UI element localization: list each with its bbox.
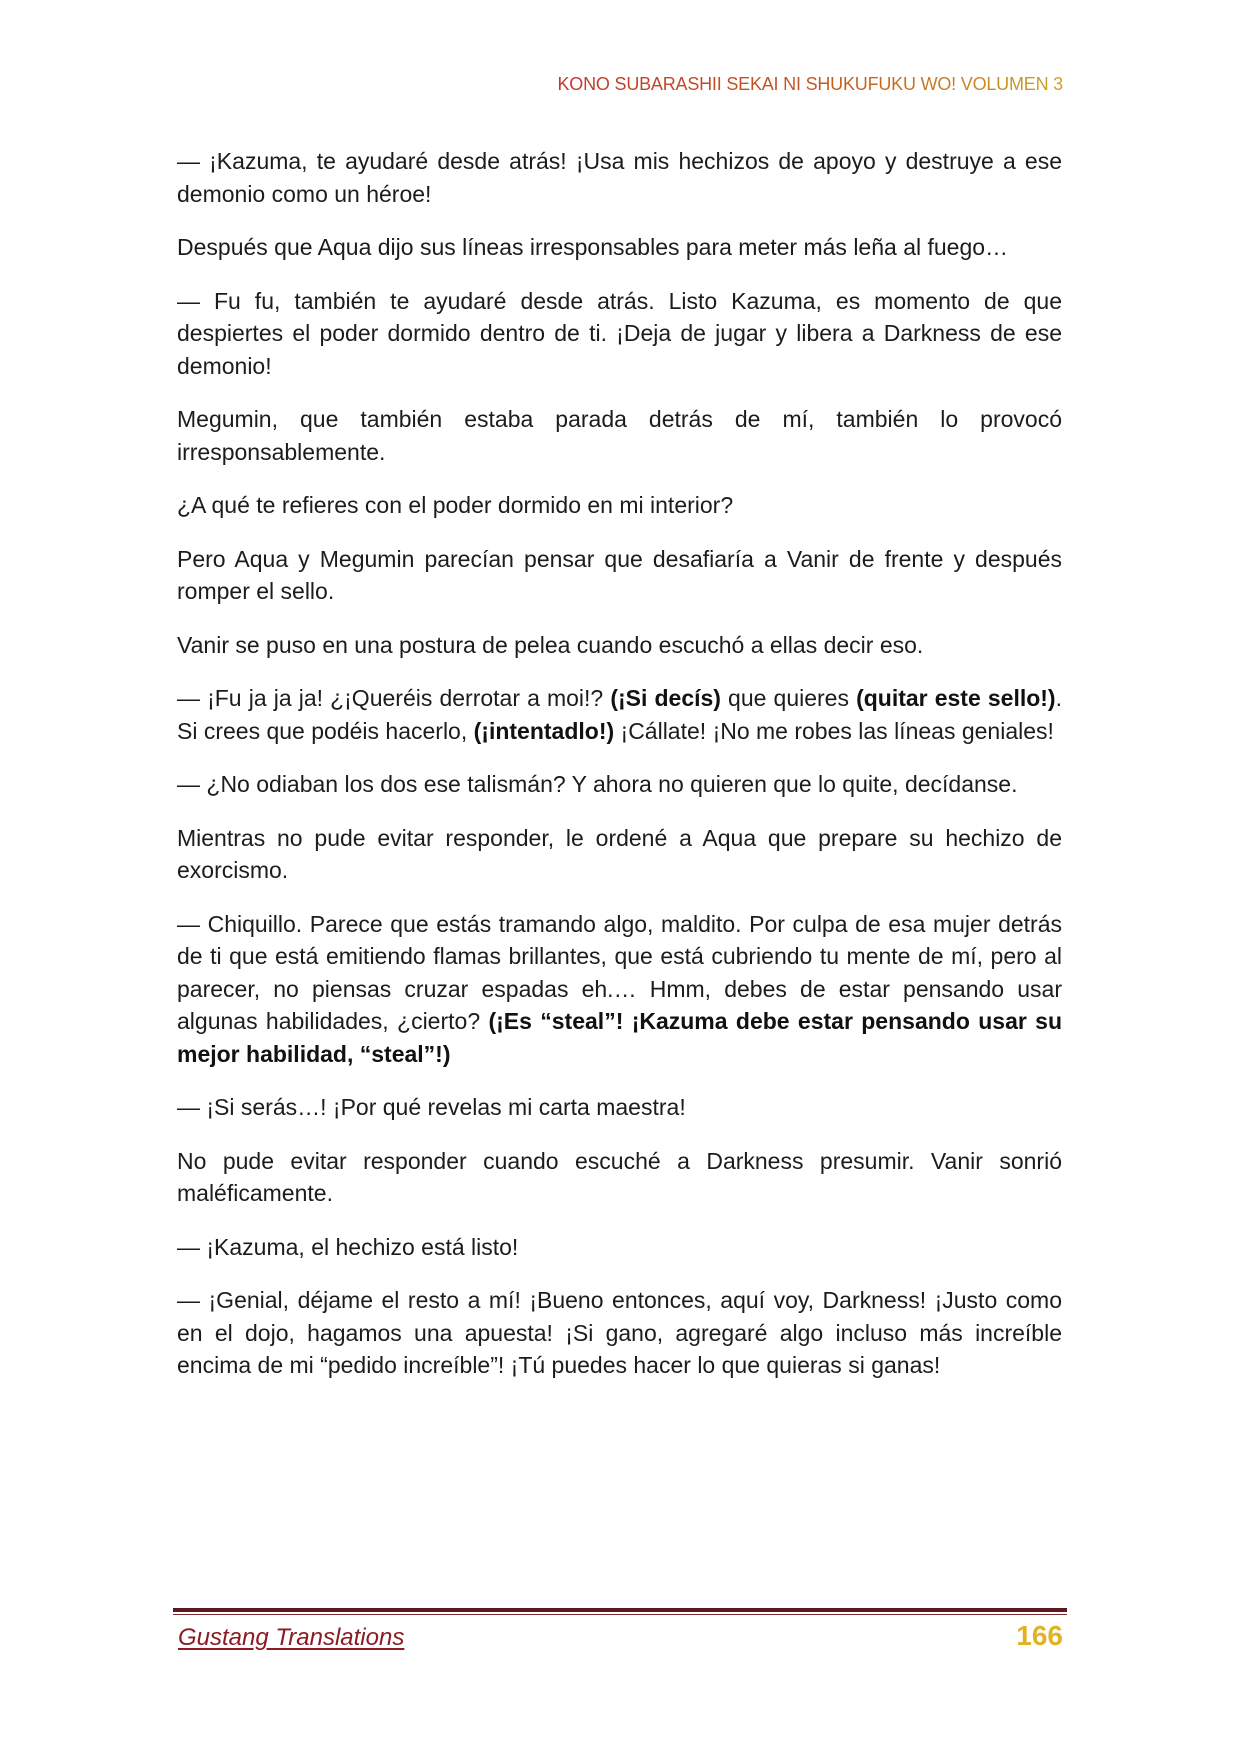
text-segment: que quieres	[720, 685, 857, 711]
paragraph	[177, 489, 1062, 522]
text-segment: — ¡Kazuma, te ayudaré desde atrás! ¡Usa mis hechizos de apoyo y destruye a ese demonio como un héroe!	[177, 148, 1062, 207]
bold-text-segment: (¡intentadlo!)	[473, 717, 615, 744]
paragraph	[177, 768, 1062, 801]
paragraph	[177, 629, 1062, 662]
text-segment: — ¡Genial, déjame el resto a mí! ¡Bueno entonces, aquí voy, Darkness! ¡Justo como en el dojo, hagamos una apuesta! ¡Si gano, agregaré algo incluso más increíble encima de mi “pedido increíble”! ¡Tú puedes hacer lo que quieras si ganas!	[177, 1287, 1062, 1378]
text-segment: Pero Aqua y Megumin parecían pensar que desafiaría a Vanir de frente y después romper el sello.	[177, 545, 1062, 604]
paragraph	[177, 1091, 1062, 1124]
paragraph	[177, 908, 1062, 1071]
footer-rule	[173, 1608, 1067, 1612]
page-number: 166	[1016, 1620, 1063, 1651]
paragraph	[177, 231, 1062, 264]
text-segment: — ¡Kazuma, el hechizo está listo!	[177, 1233, 519, 1260]
text-segment: Vanir se puso en una postura de pelea cuando escuchó a ellas decir eso.	[177, 631, 924, 658]
paragraph	[177, 682, 1062, 747]
running-header: KONO SUBARASHII SEKAI NI SHUKUFUKU WO! VOLUMEN 3	[557, 74, 1063, 94]
bold-text-segment: (¡Es “steal”! ¡Kazuma debe estar pensando usar su mejor habilidad, “steal”!)	[177, 1008, 1063, 1067]
bold-text-segment: (quitar este sello!)	[856, 685, 1056, 711]
text-segment: — Fu fu, también te ayudaré desde atrás. Listo Kazuma, es momento de que despiertes el poder dormido dentro de ti. ¡Deja de jugar y libera a Darkness de ese demonio!	[177, 287, 1062, 379]
paragraph	[177, 285, 1062, 383]
text-segment: Megumin, que también estaba parada detrás de mí, también lo provocó irresponsablemente.	[177, 406, 1062, 465]
paragraph	[177, 403, 1062, 468]
text-segment: Después que Aqua dijo sus líneas irresponsables para meter más leña al fuego…	[177, 234, 1009, 260]
footer-translator-credit: Gustang Translations	[178, 1624, 405, 1651]
paragraph	[177, 1284, 1062, 1382]
text-segment: — ¡Si serás…! ¡Por qué revelas mi carta maestra!	[177, 1094, 686, 1120]
footer-rule-thin	[173, 1614, 1067, 1615]
text-segment: No pude evitar responder cuando escuché a Darkness presumir. Vanir sonrió maléficamente.	[177, 1147, 1062, 1206]
text-segment: Mientras no pude evitar responder, le ordené a Aqua que prepare su hechizo de exorcismo.	[177, 824, 1062, 883]
body-text	[177, 145, 1062, 1403]
paragraph	[177, 145, 1062, 210]
paragraph	[177, 1231, 1062, 1264]
bold-text-segment: (¡Si decís)	[610, 685, 721, 711]
paragraph	[177, 822, 1062, 887]
text-segment: ¡Cállate! ¡No me robes las líneas geniales!	[614, 717, 1054, 744]
paragraph	[177, 543, 1062, 608]
text-segment: ¿A qué te refieres con el poder dormido en mi interior?	[177, 492, 734, 518]
text-segment: — ¿No odiaban los dos ese talismán? Y ahora no quieren que lo quite, decídanse.	[177, 771, 1018, 797]
text-segment: — Chiquillo. Parece que estás tramando algo, maldito. Por culpa de esa mujer detrás de ti que está emitiendo flamas brillantes, que está cubriendo tu mente de mí, pero al parecer, no piensas cruzar espadas eh.… Hmm, debes de estar pensando usar algunas habilidades, ¿cierto?	[177, 910, 1062, 1034]
text-segment: — ¡Fu ja ja ja! ¿¡Queréis derrotar a moi!?	[177, 685, 611, 711]
paragraph	[177, 1145, 1062, 1210]
text-segment: . Si crees que podéis hacerlo,	[177, 685, 1062, 744]
